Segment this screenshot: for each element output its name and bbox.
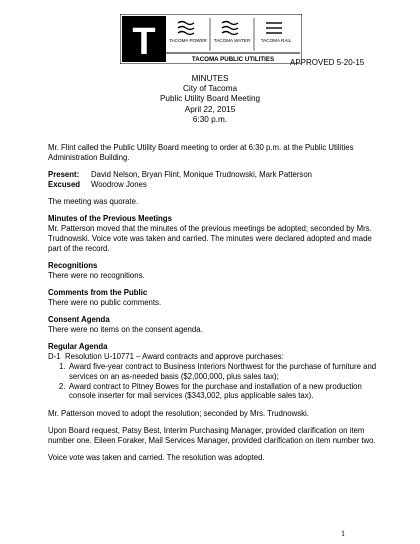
page-number: 1: [341, 529, 345, 538]
heading-time: 6:30 p.m.: [192, 114, 228, 124]
document-body: [48, 143, 383, 463]
attendance-excused: [48, 180, 383, 190]
regular-agenda-heading: Regular Agenda: [48, 342, 108, 352]
excused-names: Woodrow Jones: [91, 179, 147, 189]
intro-paragraph: Mr. Flint called the Public Utility Board meeting to order at 6:30 p.m. at the Public Utilities Administration Building.: [48, 143, 354, 162]
list-item-text: Award five-year contract to Business Interiors Northwest for the purchase of furniture and services on an as-needed basis ($2,000,000, plus sales tax);: [69, 362, 377, 381]
minutes-prev-heading: Minutes of the Previous Meetings: [48, 214, 172, 224]
list-item: [48, 362, 383, 382]
approval-stamp: APPROVED 5-20-15: [290, 58, 365, 67]
d1-text: Resolution U-10771 – Award contracts and approve purchases:: [65, 352, 284, 362]
quorate-statement: The meeting was quorate.: [48, 197, 139, 207]
recognitions-heading: Recognitions: [48, 261, 98, 271]
minutes-prev-text: Mr. Patterson moved that the minutes of the previous meetings be adopted; seconded by Mrs. Trudnowski. Voice vote was taken and carried. The minutes were declared adopted and made part of the record.: [48, 224, 372, 253]
excused-label: Excused: [48, 179, 81, 189]
consent-heading: Consent Agenda: [48, 315, 110, 325]
division-power: TACOMA POWER: [169, 38, 207, 43]
comments-text: There were no public comments.: [48, 298, 162, 308]
logo-letter: T: [132, 21, 156, 63]
list-item-number: 1.: [59, 362, 66, 372]
clarification-paragraph: Upon Board request, Patsy Best, Interim Purchasing Manager, provided clarification on item number one. Eileen Foraker, Mail Services Manager, provided clarification on item number two.: [48, 426, 376, 445]
consent-text: There were no items on the consent agenda.: [48, 325, 203, 335]
list-item: [48, 382, 383, 402]
document-heading: [0, 74, 420, 125]
heading-minutes: MINUTES: [191, 74, 229, 83]
recognitions-text: There were no recognitions.: [48, 270, 145, 280]
division-water: TACOMA WATER: [213, 38, 251, 43]
comments-heading: Comments from the Public: [48, 288, 148, 298]
present-label: Present:: [48, 170, 80, 180]
division-rail: TACOMA RAIL: [260, 38, 292, 43]
heading-city: City of Tacoma: [183, 84, 237, 94]
d1-label: D-1: [48, 352, 61, 362]
motion-paragraph: Mr. Patterson moved to adopt the resolution; seconded by Mrs. Trudnowski.: [48, 408, 309, 418]
heading-meeting: Public Utility Board Meeting: [159, 94, 261, 104]
list-item-text: Award contract to Pitney Bowes for the purchase and installation of a new production console inserter for mail services ($343,002, plus applicable sales tax).: [69, 381, 362, 401]
present-names: David Nelson, Bryan Flint, Monique Trudnowski, Mark Patterson: [91, 170, 313, 180]
list-item-number: 2.: [59, 381, 66, 391]
tacoma-public-utilities-logo: [120, 14, 302, 64]
attendance-present: [48, 170, 383, 180]
agenda-item-d1: [48, 352, 383, 362]
logo-bottom-text: TACOMA PUBLIC UTILITIES: [191, 56, 275, 63]
heading-date: April 22, 2015: [184, 104, 236, 114]
vote-paragraph: Voice vote was taken and carried. The resolution was adopted.: [48, 453, 265, 463]
